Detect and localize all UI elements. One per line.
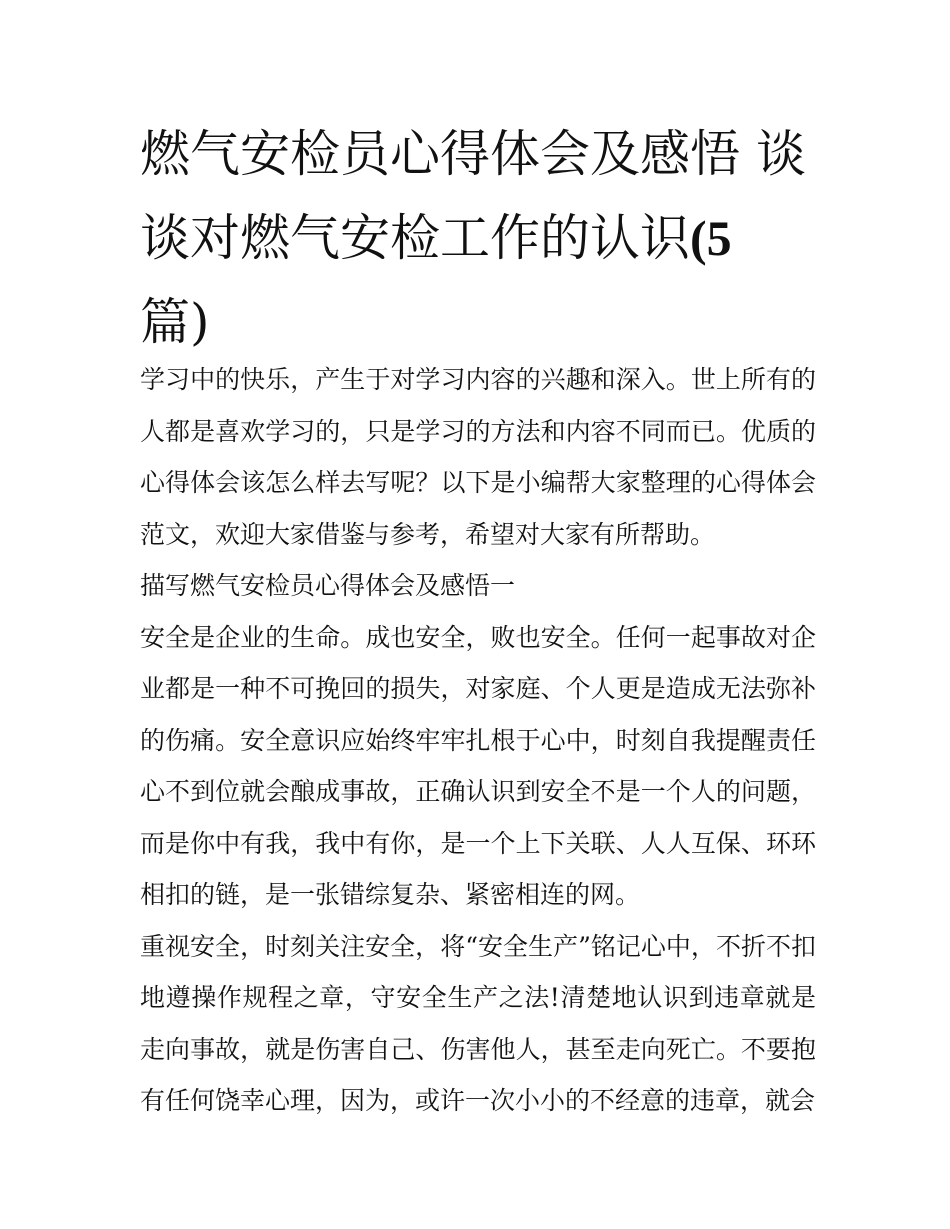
document-title: [140, 112, 820, 364]
body-paragraph-1: 安全是企业的生命。成也安全，败也安全。任何一起事故对企业都是一种不可挽回的损失，对家庭、个人更是造成无法弥补的伤痛。安全意识应始终牢牢扎根于心中，时刻自我提醒责任心不到位就会酿成事故，正确认识到安全不是一个人的问题，而是你中有我，我中有你，是一个上下关联、人人互保、环环相扣的链，是一张错综复杂、紧密相连的网。: [140, 622, 816, 909]
body-paragraph-2: 重视安全，时刻关注安全，将“安全生产”铭记心中，不折不扣地遵操作规程之章，守安全生产之法!清楚地认识到违章就是走向事故，就是伤害自己、伤害他人，甚至走向死亡。不要抱有任何饶幸心理，因为，或许一次小小的不经意的违章，就会: [140, 931, 816, 1115]
document-body: [140, 354, 816, 1127]
title-suffix: 篇): [140, 293, 210, 351]
section-heading: 描写燃气安检员心得体会及感悟一: [140, 571, 516, 600]
intro-paragraph: 学习中的快乐，产生于对学习内容的兴趣和深入。世上所有的人都是喜欢学习的，只是学习的方法和内容不同而已。优质的心得体会该怎么样去写呢？以下是小编帮大家整理的心得体会范文，欢迎大家借鉴与参考，希望对大家有所帮助。: [140, 365, 816, 549]
title-count: (5: [690, 210, 732, 266]
title-text: 燃气安检员心得体会及感悟 谈谈对燃气安检工作的认识: [140, 125, 806, 267]
